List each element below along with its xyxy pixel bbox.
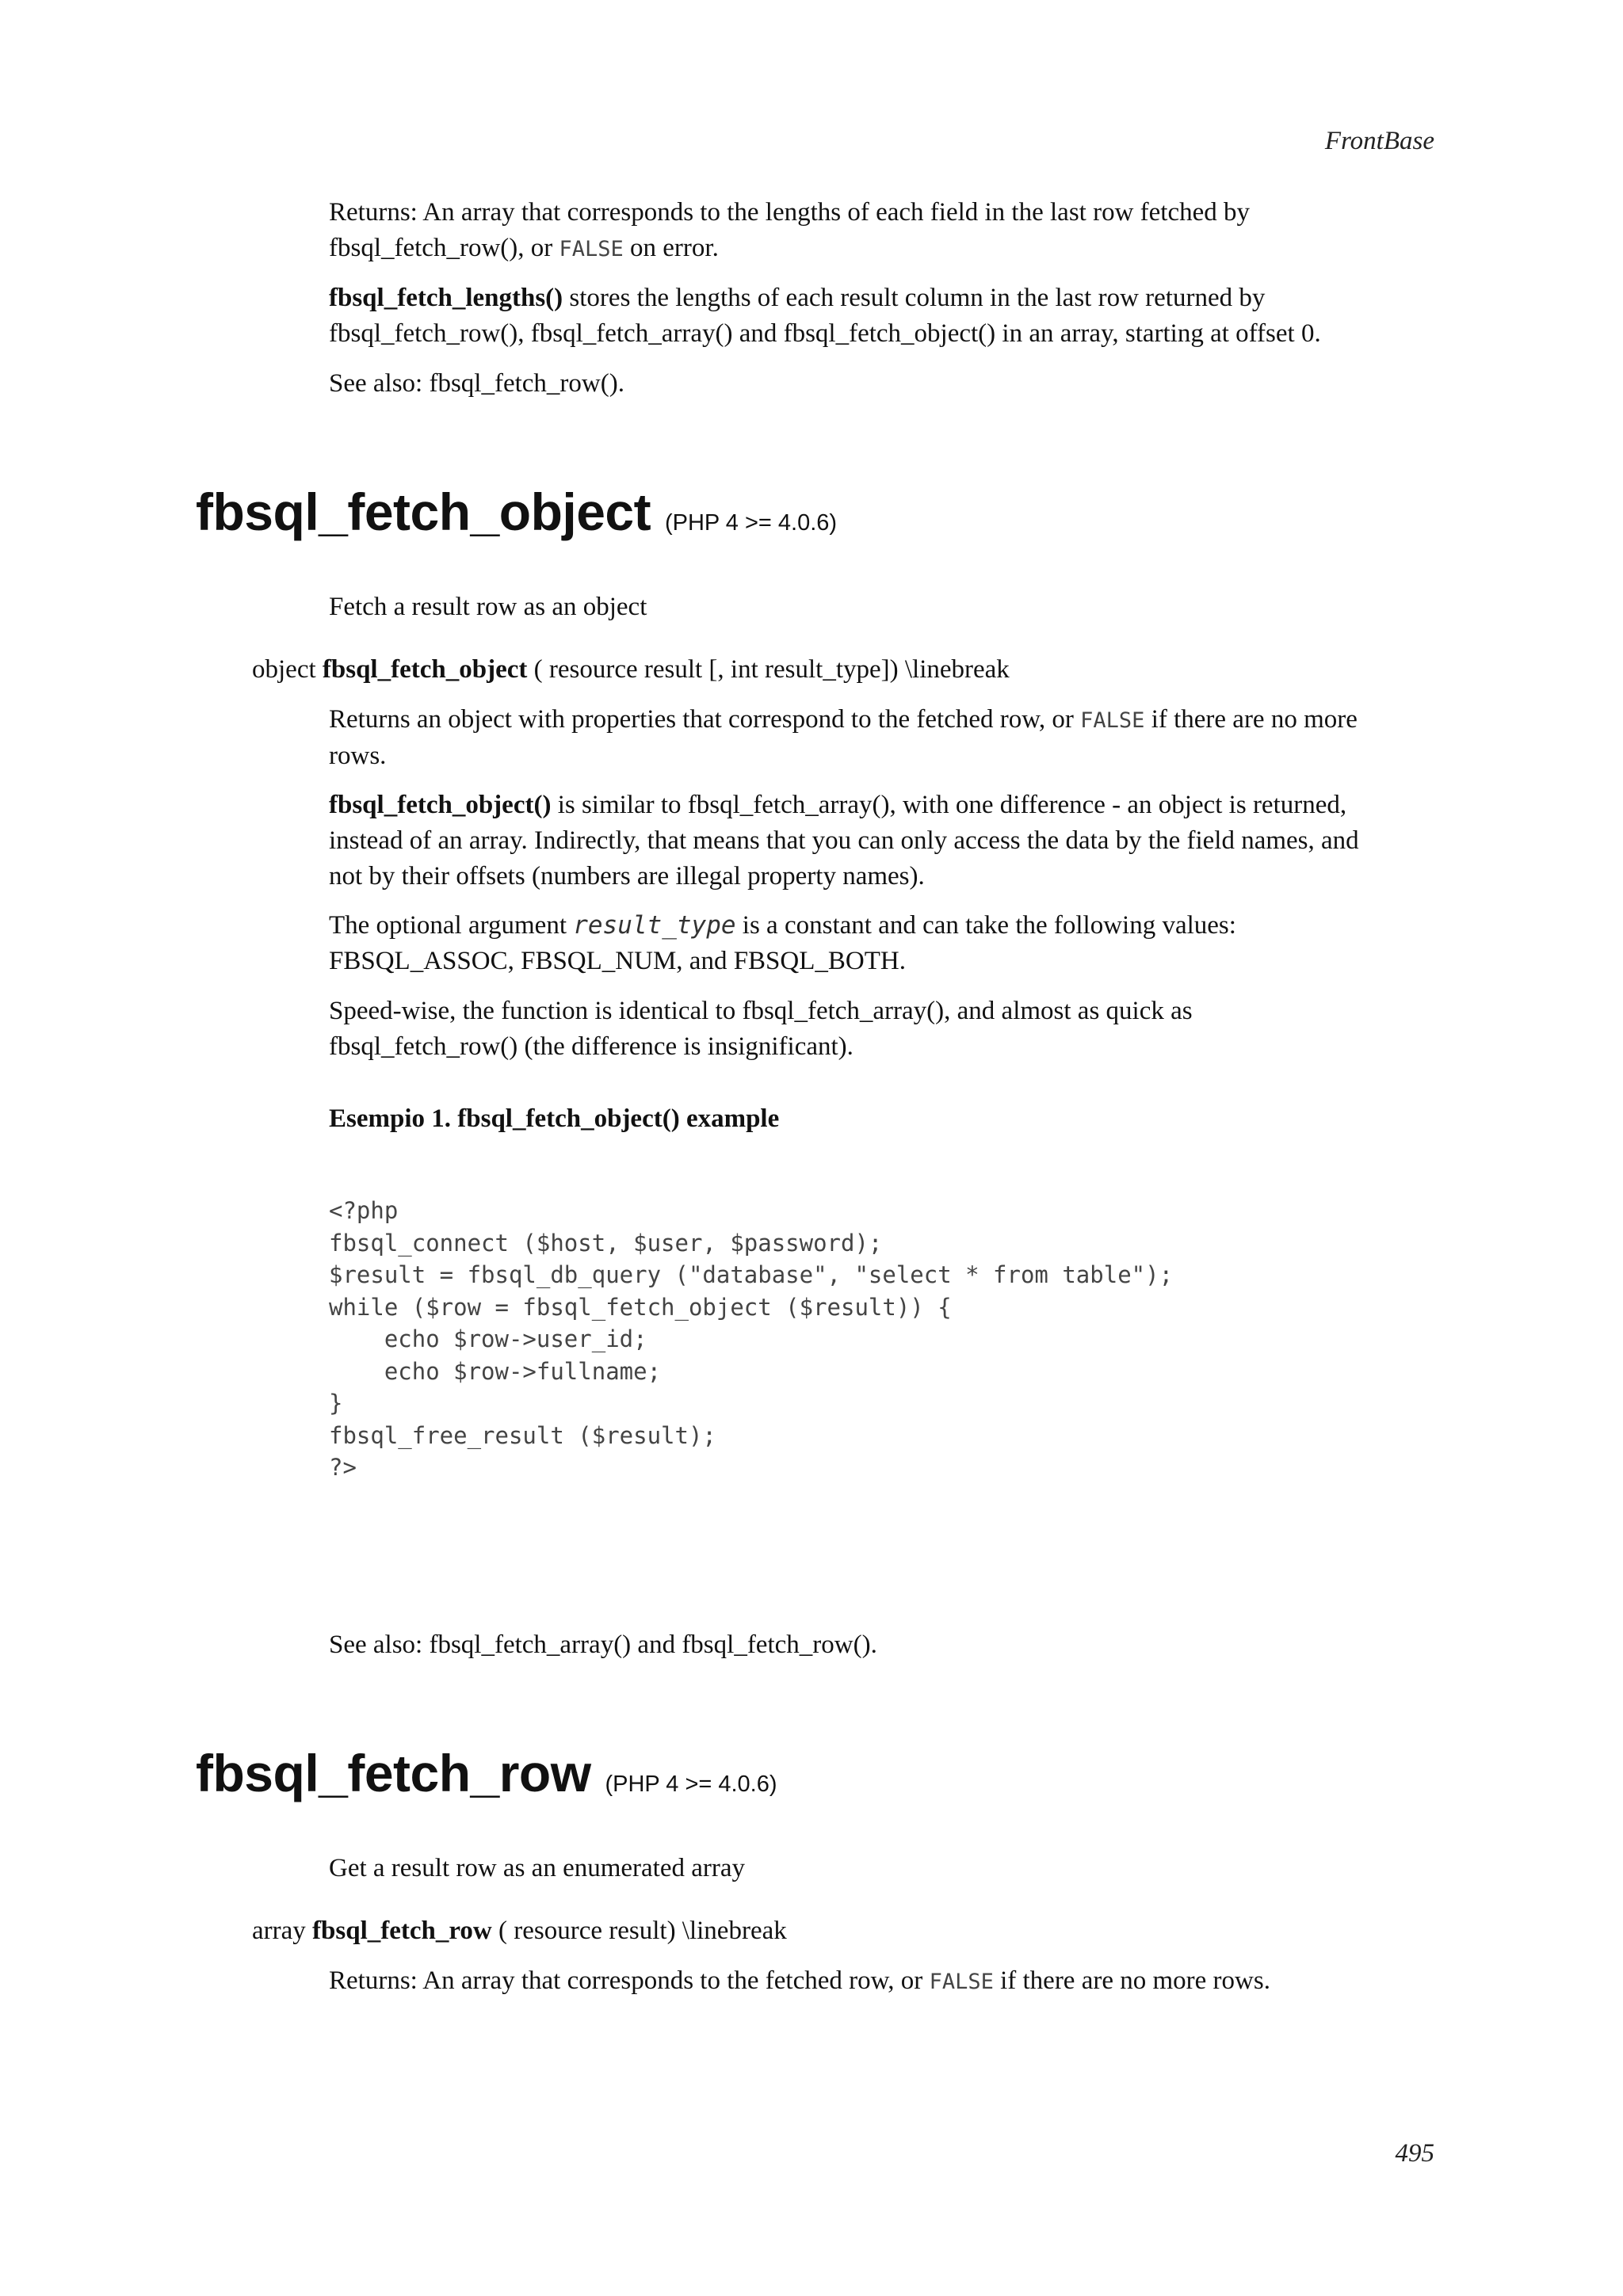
object-synopsis (252, 652, 1010, 688)
text-span: Returns: An array that corresponds to the fetched row, or (329, 1966, 930, 1995)
object-returns (329, 702, 1430, 774)
text-span: on error. (623, 234, 719, 262)
synopsis-function-name: fbsql_fetch_row (312, 1917, 492, 1945)
false-constant: FALSE (559, 237, 624, 261)
object-speed-note (329, 994, 1430, 1065)
object-optional-arg (329, 908, 1430, 979)
object-description-line-1 (329, 788, 1430, 823)
lengths-description-line-1 (329, 280, 1430, 316)
lengths-returns-line-1: Returns: An array that corresponds to the lengths of each field in the last row fetched by (329, 198, 1250, 227)
object-speed-line-2: fbsql_fetch_row() (the difference is insignificant). (329, 1032, 854, 1061)
text-span: stores the lengths of each result column in the last row returned by (563, 284, 1266, 312)
php-version: (PHP 4 >= 4.0.6) (605, 1772, 777, 1797)
object-returns-line-2: rows. (329, 742, 387, 770)
object-description-line-2: instead of an array. Indirectly, that means that you can only access the data by the field names, and (329, 826, 1359, 855)
object-purpose: Fetch a result row as an object (329, 593, 647, 621)
row-synopsis (252, 1913, 787, 1949)
example-code-block: <?php fbsql_connect ($host, $user, $password); $result = fbsql_db_query ("database", "select * from table"); while ($row = fbsql_fetch_object ($result)) { echo $row->user_id; echo $row->fullname; } fbsql_free_result ($result); ?> (329, 1197, 1174, 1481)
text-span: if there are no more (1144, 705, 1358, 734)
function-name: fbsql_fetch_object() (329, 791, 552, 819)
text-span: Returns an object with properties that correspond to the fetched row, or (329, 705, 1081, 734)
page-number: 495 (1395, 2139, 1434, 2168)
row-purpose: Get a result row as an enumerated array (329, 1854, 746, 1882)
false-constant: FALSE (1080, 708, 1145, 733)
function-name: fbsql_fetch_lengths() (329, 284, 563, 312)
text-span: The optional argument (329, 911, 574, 940)
section-title-fetch-row (196, 1743, 777, 1803)
running-header: FrontBase (1324, 127, 1434, 155)
lengths-description-line-2: fbsql_fetch_row(), fbsql_fetch_array() and fbsql_fetch_object() in an array, starting at offset 0. (329, 319, 1321, 348)
object-description-line-3: not by their offsets (numbers are illegal property names). (329, 862, 925, 891)
text-span: fbsql_fetch_row(), or (329, 234, 559, 262)
text-span: is a constant and can take the following values: (735, 911, 1236, 940)
object-optional-line-1 (329, 908, 1430, 944)
lengths-see-also: See also: fbsql_fetch_row(). (329, 369, 624, 398)
text-span: if there are no more rows. (993, 1966, 1270, 1995)
lengths-returns-line-2 (329, 231, 1430, 267)
return-type: array (252, 1917, 313, 1945)
section-title-fetch-object (196, 482, 837, 542)
object-description (329, 788, 1430, 894)
return-type: object (252, 655, 323, 684)
text-span: is similar to fbsql_fetch_array(), with one difference - an object is returned, (551, 791, 1347, 819)
lengths-returns (329, 195, 1430, 267)
function-heading: fbsql_fetch_object (196, 482, 651, 541)
lengths-description (329, 280, 1430, 352)
false-constant: FALSE (929, 1970, 994, 1994)
parameter-name: result_type (573, 911, 736, 940)
synopsis-arguments: ( resource result) \linebreak (491, 1917, 787, 1945)
object-see-also: See also: fbsql_fetch_array() and fbsql_fetch_row(). (329, 1630, 877, 1659)
php-version: (PHP 4 >= 4.0.6) (664, 510, 838, 536)
example-title: Esempio 1. fbsql_fetch_object() example (329, 1104, 780, 1133)
object-optional-line-2: FBSQL_ASSOC, FBSQL_NUM, and FBSQL_BOTH. (329, 947, 906, 975)
function-heading: fbsql_fetch_row (196, 1744, 591, 1802)
synopsis-function-name: fbsql_fetch_object (322, 655, 528, 684)
row-returns (329, 1963, 1430, 2000)
object-returns-line-1 (329, 702, 1430, 738)
object-speed-line-1: Speed-wise, the function is identical to fbsql_fetch_array(), and almost as quick as (329, 997, 1193, 1025)
synopsis-arguments: ( resource result [, int result_type]) \linebreak (527, 655, 1010, 684)
